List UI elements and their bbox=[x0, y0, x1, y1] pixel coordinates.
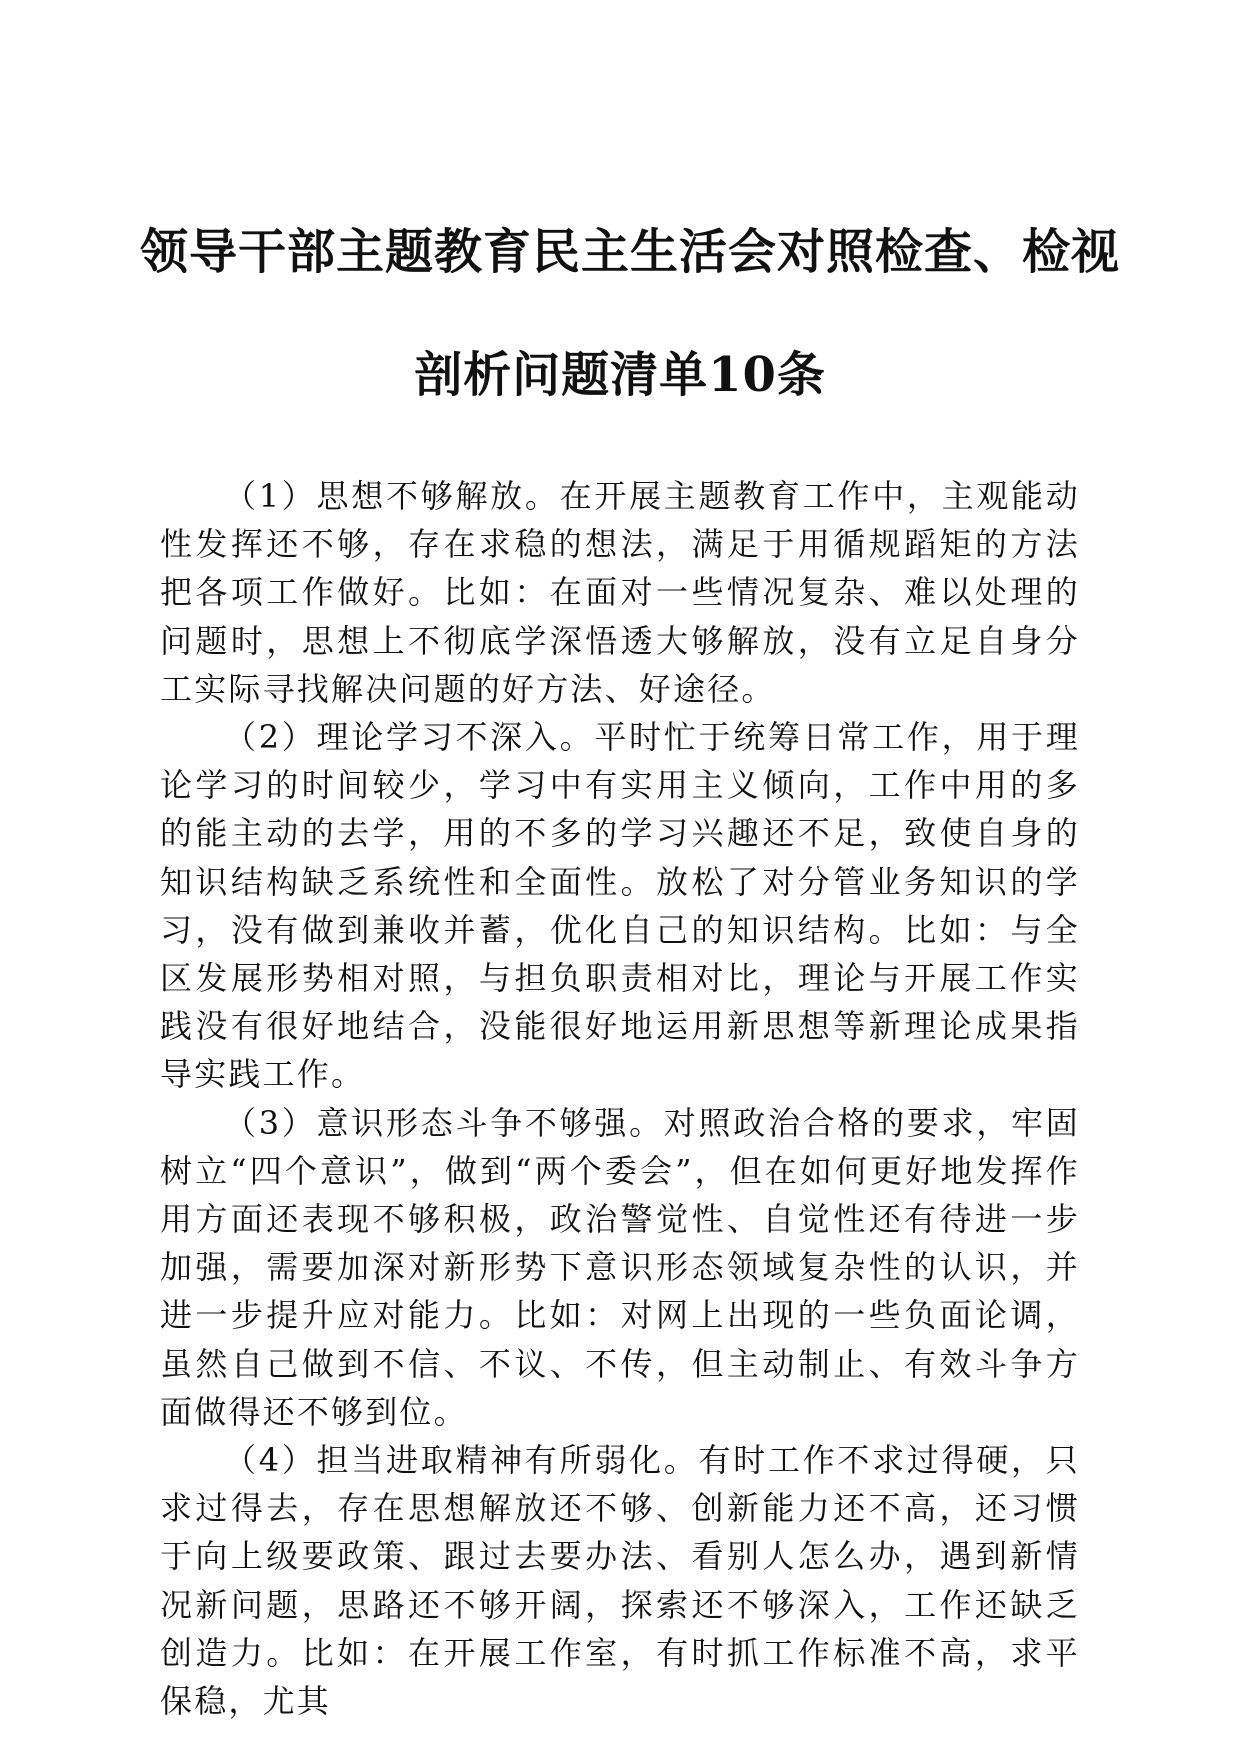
paragraph-4: （4）担当进取精神有所弱化。有时工作不求过得硬，只求过得去，存在思想解放还不够、创新能力还不高，还习惯于向上级要政策、跟过去要办法、看别人怎么办，遇到新情况新问题，思路还不够开阔，探索还不够深入，工作还缺乏创造力。比如：在开展工作室，有时抓工作标准不高，求平保稳，尤其 bbox=[160, 1441, 1080, 1721]
document-title-line-2: 剖析问题清单10条 bbox=[414, 347, 826, 403]
paragraph-1: （1）思想不够解放。在开展主题教育工作中，主观能动性发挥还不够，存在求稳的想法，满足于用循规蹈矩的方法把各项工作做好。比如：在面对一些情况复杂、难以处理的问题时，思想上不彻底学深悟透大够解放，没有立足自身分工实际寻找解决问题的好方法、好途径。 bbox=[160, 477, 1080, 708]
paragraph-2: （2）理论学习不深入。平时忙于统筹日常工作，用于理论学习的时间较少，学习中有实用主义倾向，工作中用的多的能主动的去学，用的不多的学习兴趣还不足，致使自身的知识结构缺乏系统性和全面性。放松了对分管业务知识的学习，没有做到兼收并蓄，优化自己的知识结构。比如：与全区发展形势相对照，与担负职责相对比，理论与开展工作实践没有很好地结合，没能很好地运用新思想等新理论成果指导实践工作。 bbox=[160, 718, 1080, 1094]
paragraph-3: （3）意识形态斗争不够强。对照政治合格的要求，牢固树立“四个意识”，做到“两个委会”，但在如何更好地发挥作用方面还表现不够积极，政治警觉性、自觉性还有待进一步加强，需要加深对新形势下意识形态领域复杂性的认识，并进一步提升应对能力。比如：对网上出现的一些负面论调，虽然自己做到不信、不议、不传，但主动制止、有效斗争方面做得还不够到位。 bbox=[160, 1103, 1080, 1431]
document-title-line-1: 领导干部主题教育民主生活会对照检查、检视 bbox=[140, 224, 1121, 280]
document-body bbox=[160, 472, 1080, 1725]
